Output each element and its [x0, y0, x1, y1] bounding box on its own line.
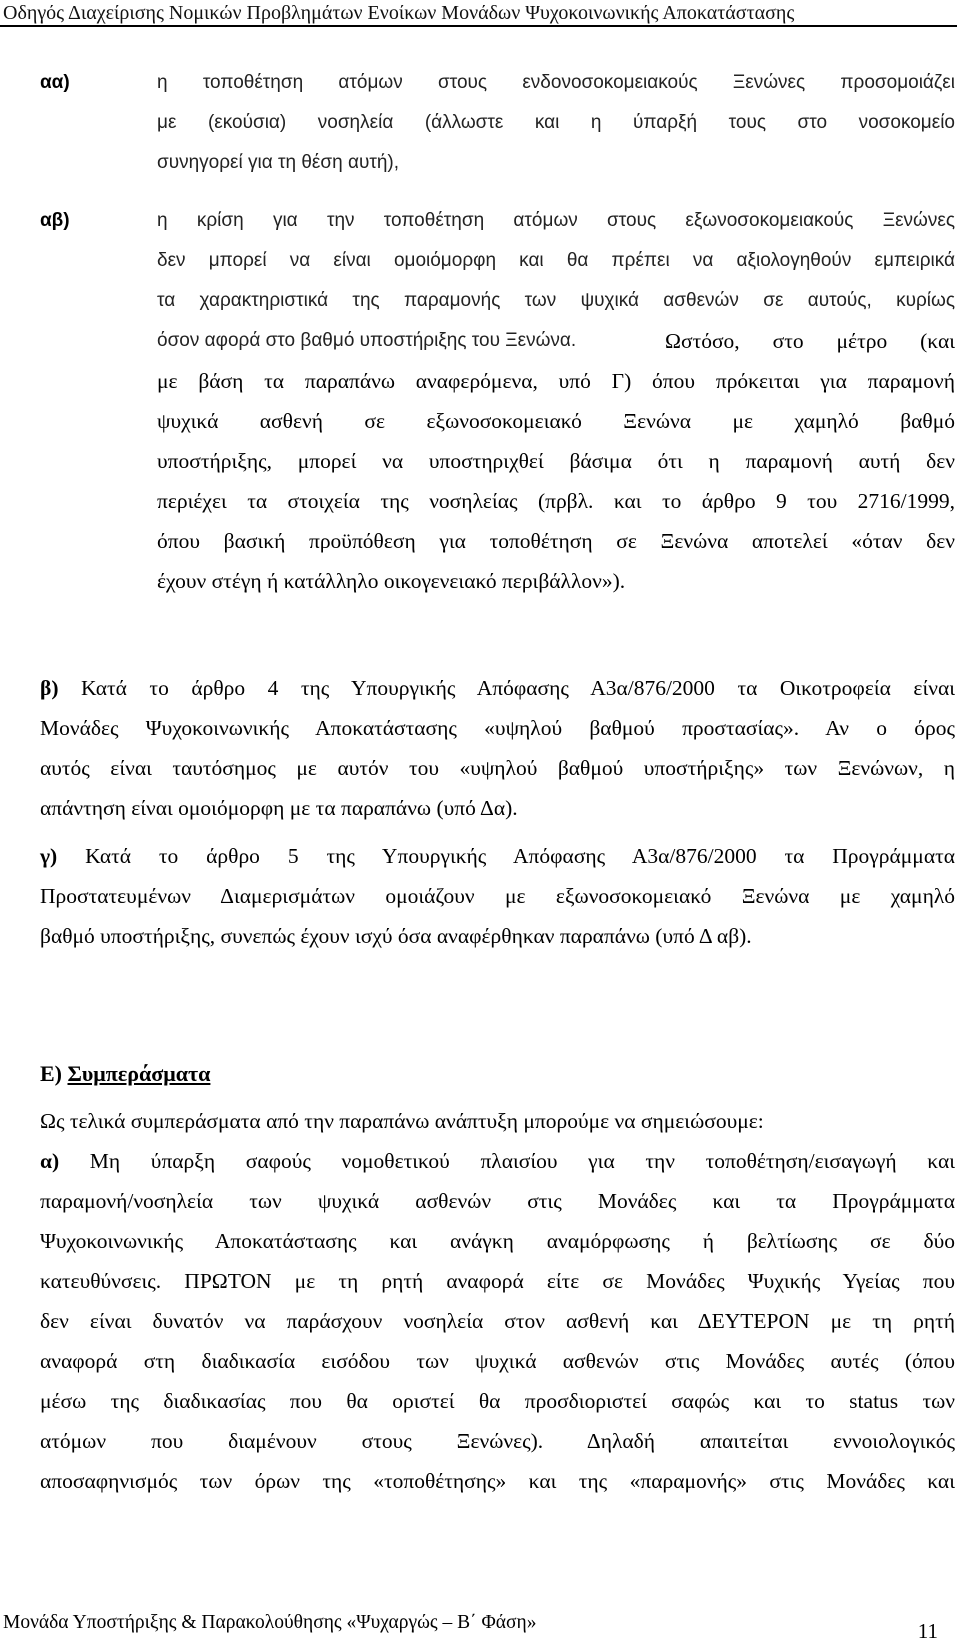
paragraph-beta-line: β) Κατά το άρθρο 4 της Υπουργικής Απόφασης Α3α/876/2000 τα Οικοτροφεία είναι	[40, 676, 955, 700]
section-title: Συμπεράσματα	[67, 1061, 211, 1086]
sub-item-label: αα)	[40, 72, 70, 93]
text-line: περιέχει τα στοιχεία της νοσηλείας (πρβλ. και το άρθρο 9 του 2716/1999,	[157, 489, 955, 513]
paragraph-marker: β)	[40, 676, 59, 700]
paragraph-gamma-line: γ) Κατά το άρθρο 5 της Υπουργικής Απόφασης Α3α/876/2000 τα Προγράμματα	[40, 844, 955, 868]
paragraph-beta-line: Μονάδες Ψυχοκοινωνικής Αποκατάστασης «υψηλού βαθμού προστασίας». Αν ο όρος	[40, 716, 955, 740]
text-line: ψυχικά ασθενή σε εξωνοσοκομειακό Ξενώνα με χαμηλό βαθμό	[157, 409, 955, 433]
sub-item-label: αβ)	[40, 210, 70, 231]
paragraph-alpha-line: δεν είναι δυνατόν να παράσχουν νοσηλεία στον ασθενή και ΔΕΥΤΕΡΟΝ με τη ρητή	[40, 1309, 955, 1333]
footer-text: Μονάδα Υποστήριξης & Παρακολούθησης «Ψυχαργώς – Β΄ Φάση»	[3, 1612, 537, 1633]
text-line: Ωστόσο, στο μέτρο (και	[665, 329, 955, 353]
paragraph-alpha-line: παραμονή/νοσηλεία των ψυχικά ασθενών στις Μονάδες και τα Προγράμματα	[40, 1189, 955, 1213]
section-prefix: Ε)	[40, 1061, 68, 1086]
header-rule	[0, 25, 957, 27]
paragraph-gamma-line: Προστατευμένων Διαμερισμάτων ομοιάζουν με εξωνοσοκομειακό Ξενώνα με χαμηλό	[40, 884, 955, 908]
text-line: έχουν στέγη ή κατάλληλο οικογενειακό περιβάλλον»).	[157, 569, 626, 593]
header-title: Οδηγός Διαχείρισης Νομικών Προβλημάτων Ενοίκων Μονάδων Ψυχοκοινωνικής Αποκατάστασης	[3, 2, 795, 24]
text-line: συνηγορεί για τη θέση αυτή),	[157, 152, 400, 173]
conclusions-intro: Ως τελικά συμπεράσματα από την παραπάνω ανάπτυξη μπορούμε να σημειώσουμε:	[40, 1109, 764, 1133]
section-heading	[40, 1054, 210, 1094]
text-line: με βάση τα παραπάνω αναφερόμενα, υπό Γ) όπου πρόκειται για παραμονή	[157, 369, 955, 393]
paragraph-alpha-line: αποσαφηνισμός των όρων της «τοποθέτησης» και της «παραμονής» στις Μονάδες και	[40, 1469, 955, 1493]
page-number: 11	[917, 1619, 938, 1642]
paragraph-alpha-line: Ψυχοκοινωνικής Αποκατάστασης και ανάγκη αναμόρφωσης ή βελτίωσης σε δύο	[40, 1229, 955, 1253]
text-line: η κρίση για την τοποθέτηση ατόμων στους εξωνοσοκομειακούς Ξενώνες	[157, 210, 955, 231]
text-line: όπου βασική προϋπόθεση για τοποθέτηση σε Ξενώνα αποτελεί «όταν δεν	[157, 529, 955, 553]
paragraph-alpha-line: α) Μη ύπαρξη σαφούς νομοθετικού πλαισίου για την τοποθέτηση/εισαγωγή και	[40, 1149, 955, 1173]
text-line: δεν μπορεί να είναι ομοιόμορφη και θα πρέπει να αξιολογηθούν εμπειρικά	[157, 250, 955, 271]
text-line: η τοποθέτηση ατόμων στους ενδονοσοκομειακούς Ξενώνες προσομοιάζει	[157, 72, 955, 93]
text-line: υποστήριξης, μπορεί να υποστηριχθεί βάσιμα ότι η παραμονή αυτή δεν	[157, 449, 955, 473]
paragraph-beta-line: απάντηση είναι ομοιόμορφη με τα παραπάνω (υπό Δα).	[40, 796, 518, 820]
paragraph-alpha-line: μέσω της διαδικασίας που θα οριστεί θα προσδιοριστεί σαφώς και το status των	[40, 1389, 955, 1413]
paragraph-marker: α)	[40, 1149, 60, 1173]
paragraph-beta-line: αυτός είναι ταυτόσημος με αυτόν του «υψηλού βαθμού υποστήριξης» των Ξενώνων, η	[40, 756, 955, 780]
text-line: όσον αφορά στο βαθμό υποστήριξης του Ξενώνα.	[157, 330, 577, 351]
paragraph-alpha-line: κατευθύνσεις. ΠΡΩΤΟΝ με τη ρητή αναφορά είτε σε Μονάδες Ψυχικής Υγείας που	[40, 1269, 955, 1293]
text-line: με (εκούσια) νοσηλεία (άλλωστε και η ύπαρξή τους στο νοσοκομείο	[157, 112, 955, 133]
page-footer	[0, 1604, 960, 1642]
paragraph-alpha-line: ατόμων που διαμένουν στους Ξενώνες). Δηλαδή απαιτείται εννοιολογικός	[40, 1429, 955, 1453]
paragraph-alpha-line: αναφορά στη διαδικασία εισόδου των ψυχικά ασθενών στις Μονάδες αυτές (όπου	[40, 1349, 955, 1373]
paragraph-gamma-line: βαθμό υποστήριξης, συνεπώς έχουν ισχύ όσα αναφέρθηκαν παραπάνω (υπό Δ αβ).	[40, 924, 752, 948]
paragraph-marker: γ)	[40, 844, 58, 868]
text-line: τα χαρακτηριστικά της παραμονής των ψυχικά ασθενών σε αυτούς, κυρίως	[157, 290, 955, 311]
